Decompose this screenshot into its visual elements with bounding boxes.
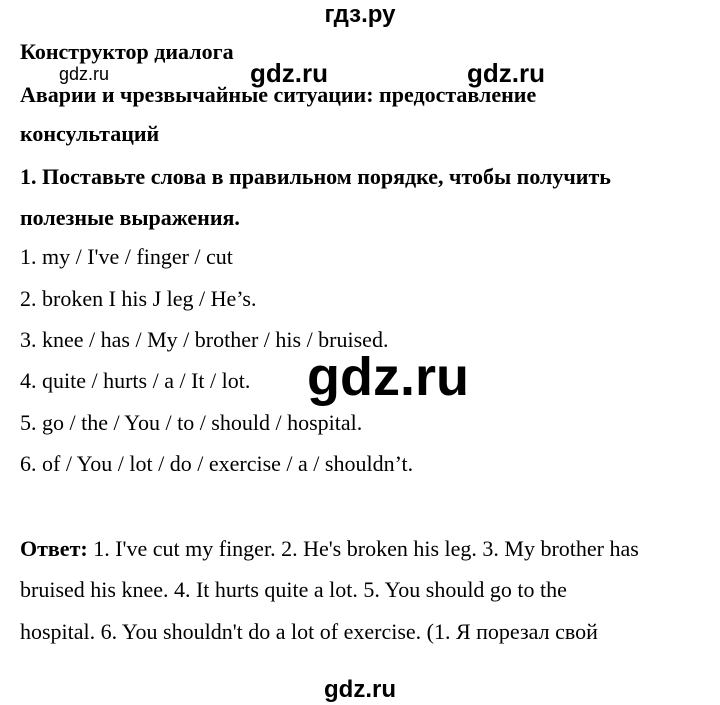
- answer-line2: bruised his knee. 4. It hurts quite a lot. 5. You should go to the: [20, 577, 567, 602]
- exercise-item-2: 2. broken I his J leg / He’s.: [20, 286, 257, 311]
- answer-line3: hospital. 6. You shouldn't do a lot of exercise. (1. Я порезал свой: [20, 619, 598, 644]
- topic-heading-line2: консультаций: [20, 121, 160, 146]
- answer-text-1: 1. I've cut my finger. 2. He's broken his leg. 3. My brother has: [87, 536, 639, 561]
- answer-line1: [20, 534, 639, 564]
- topic-heading-line1: Аварии и чрезвычайные ситуации: предоставление: [20, 82, 537, 107]
- watermark-large: gdz.ru: [307, 347, 469, 407]
- site-watermark-top: гдз.ру: [324, 1, 396, 28]
- watermark-small: gdz.ru: [59, 64, 110, 84]
- site-watermark-bottom: gdz.ru: [324, 676, 396, 703]
- exercise-item-3: 3. knee / has / My / brother / his / bruised.: [20, 327, 389, 352]
- exercise-item-4: 4. quite / hurts / a / It / lot.: [20, 368, 251, 393]
- exercise-item-1: 1. my / I've / finger / cut: [20, 244, 233, 269]
- watermark-mid-right: gdz.ru: [467, 58, 545, 88]
- section-title: Конструктор диалога: [20, 39, 234, 64]
- exercise-item-5: 5. go / the / You / to / should / hospital.: [20, 410, 363, 435]
- task-instruction-line2: полезные выражения.: [20, 205, 240, 230]
- task-instruction-line1: 1. Поставьте слова в правильном порядке, чтобы получить: [20, 164, 611, 189]
- answer-label: Ответ:: [20, 536, 88, 561]
- exercise-item-6: 6. of / You / lot / do / exercise / a / shouldn’t.: [20, 451, 414, 476]
- watermark-mid-left: gdz.ru: [250, 58, 328, 88]
